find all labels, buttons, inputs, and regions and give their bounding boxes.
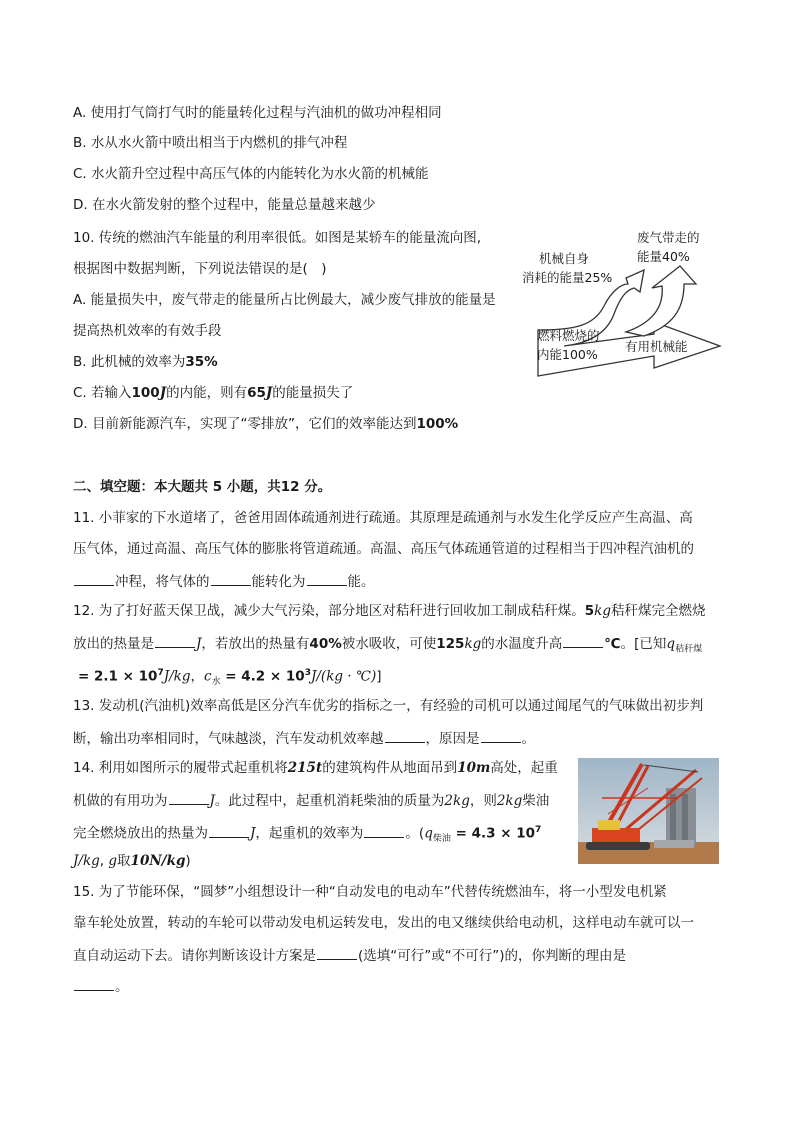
energy-flow-diagram: [522, 226, 724, 378]
answer-blank[interactable]: [169, 790, 209, 805]
crane-illustration: [578, 758, 719, 864]
q13-line1: 13. 发动机(汽油机)效率高低是区分汽车优劣的指标之一，有经验的司机可以通过闻尾气的气味做出初步判: [73, 698, 704, 714]
answer-blank[interactable]: [209, 823, 249, 838]
q12-line2: 放出的热量是 J，若放出的热量有40%被水吸收，可使125kg的水温度升高 ℃。[已知$q_{秸秆煤}$: [73, 633, 702, 659]
q9-option-d: D. 在水火箭发射的整个过程中，能量总量越来越少: [73, 197, 376, 213]
q9-option-c: C. 水火箭升空过程中高压气体的内能转化为水火箭的机械能: [73, 166, 429, 182]
q14-line4: J/kg, g取10N/kg): [73, 853, 191, 869]
q11-line3: 冲程，将气体的 能转化为 能。: [73, 571, 375, 591]
q10-option-a-line2: 提高热机效率的有效手段: [73, 323, 222, 339]
q14-line3: 完全燃烧放出的热量为 J，起重机的效率为 。($q_{柴油} = 4.3 \times 10^7$: [73, 821, 541, 848]
answer-blank[interactable]: [385, 728, 425, 743]
q15-line3: 直自动运动下去。请你判断该设计方案是 (选填“可行”或“不可行”)的，你判断的理由是: [73, 945, 626, 965]
q10-stem-line1: 10. 传统的燃油汽车能量的利用率很低。如图是某轿车的能量流向图,: [73, 230, 482, 246]
crawler-crane-photo: [578, 758, 719, 864]
answer-blank[interactable]: [563, 633, 603, 648]
q15-line1: 15. 为了节能环保，“圆梦”小组想设计一种“自动发电的电动车”代替传统燃油车，将一小型发电机紧: [73, 884, 667, 900]
q10-option-d: D. 目前新能源汽车，实现了“零排放”，它们的效率能达到100%: [73, 416, 459, 432]
exhaust-label-2: 能量40%: [637, 249, 690, 264]
q12-line1: 12. 为了打好蓝天保卫战，减少大气污染，部分地区对秸秆进行回收加工制成秸秆煤。5kg秸秆煤完全燃烧: [73, 603, 706, 619]
exhaust-label-1: 废气带走的: [637, 230, 700, 245]
answer-blank[interactable]: [155, 633, 195, 648]
answer-blank[interactable]: [74, 571, 114, 586]
q13-line2: 断，输出功率相同时，气味越淡，汽车发动机效率越 ，原因是 。: [73, 728, 535, 748]
section-heading: 二、填空题：本大题共 5 小题，共12 分。: [73, 479, 332, 495]
fuel-label-2: 内能100%: [537, 347, 598, 362]
q12-line3: = $2.1 \times 10^7J/kg$，$c_水 = 4.2 \times 10^3J/(kg$ · ℃)]: [78, 668, 382, 688]
q10-stem-line2: 根据图中数据判断，下列说法错误的是( ): [73, 261, 327, 277]
q10-option-b: B. 此机械的效率为35%: [73, 354, 218, 370]
answer-blank[interactable]: [307, 571, 347, 586]
fuel-label-1: 燃料燃烧的: [537, 328, 600, 343]
answer-blank[interactable]: [481, 728, 521, 743]
answer-blank[interactable]: [364, 823, 404, 838]
q11-line1: 11. 小菲家的下水道堵了，爸爸用固体疏通剂进行疏通。其原理是疏通剂与水发生化学反应产生高温、高: [73, 510, 693, 526]
q15-line4: 。: [73, 976, 129, 996]
self-consumption-label-2: 消耗的能量25%: [522, 270, 613, 285]
q9-option-b: B. 水从水火箭中喷出相当于内燃机的排气冲程: [73, 135, 348, 151]
q11-line2: 压气体，通过高温、高压气体的膨胀将管道疏通。高温、高压气体疏通管道的过程相当于四冲程汽油机的: [73, 541, 694, 557]
q14-line2: 机做的有用功为 J。此过程中，起重机消耗柴油的质量为2kg，则2kg柴油: [73, 790, 549, 810]
useful-energy-label: 有用机械能: [625, 339, 688, 354]
answer-blank[interactable]: [74, 976, 114, 991]
q9-option-a: A. 使用打气筒打气时的能量转化过程与汽油机的做功冲程相同: [73, 105, 442, 121]
answer-blank[interactable]: [317, 945, 357, 960]
q10-option-a-line1: A. 能量损失中，废气带走的能量所占比例最大，减少废气排放的能量是: [73, 292, 496, 308]
q14-line1: 14. 利用如图所示的履带式起重机将215t的建筑构件从地面吊到10m高处，起重: [73, 760, 558, 776]
q15-line2: 靠车轮处放置，转动的车轮可以带动发电机运转发电，发出的电又继续供给电动机，这样电动车就可以一: [73, 915, 694, 931]
answer-blank[interactable]: [211, 571, 251, 586]
q10-option-c: C. 若输入100J的内能，则有65J的能量损失了: [73, 385, 354, 401]
self-consumption-label-1: 机械自身: [539, 251, 590, 266]
